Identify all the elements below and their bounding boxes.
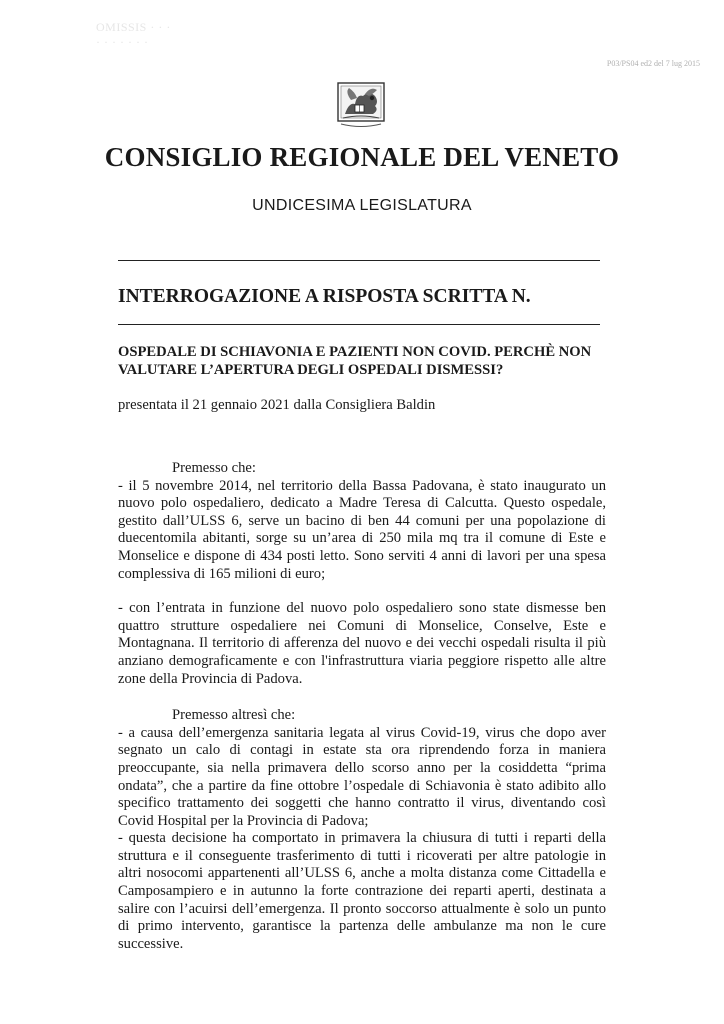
presentation-line: presentata il 21 gennaio 2021 dalla Consigliera Baldin xyxy=(118,397,436,413)
document-code-stamp: P03/PS04 ed2 del 7 lug 2015 xyxy=(606,59,700,68)
divider-top xyxy=(118,260,600,261)
subject-line-2: VALUTARE L’APERTURA DEGLI OSPEDALI DISMESSI? xyxy=(118,362,504,378)
premise-paragraph-1: - il 5 novembre 2014, nel territorio della Bassa Padovana, è stato inaugurato un nuovo polo ospedaliero, dedicato a Madre Teresa di Calcutta. Questo ospedale, gestito dall’ULSS 6, serve un bacino di ben 44 comuni per una popolazione di duecentomila abitanti, sorge su un’area di 250 mila mq tra il comune di Este e Monselice e dispone di 434 posti letto. Sono serviti 4 anni di lavori per una spesa complessiva di 165 milioni di euro; xyxy=(118,477,606,582)
premise-heading: Premesso che: xyxy=(172,460,256,476)
document-subject xyxy=(118,343,604,379)
divider-bottom xyxy=(118,324,600,325)
document-type-title: INTERROGAZIONE A RISPOSTA SCRITTA N. xyxy=(118,286,531,307)
premise-also-heading: Premesso altresì che: xyxy=(172,707,296,724)
protocol-stamp-line-2: · · · · · · · xyxy=(96,35,149,49)
legislature-label: UNDICESIMA LEGISLATURA xyxy=(252,197,472,214)
protocol-stamp-faded xyxy=(96,20,266,50)
premise-also-paragraph-2: - questa decisione ha comportato in primavera la chiusura di tutti i reparti della struttura e il conseguente trasferimento di tutti i ricoverati per altre patologie in altri nosocomi appartenenti all’ULSS 6, anche a molta distanza come Cittadella e Camposampiero e in autunno la forte contrazione dei reparti aperti, destinata a salire con l’acuirsi dell’emergenza. Il pronto soccorso attualmente è solo un punto di primo intervento, garantisce la partenza delle ambulanze ma non le cure successive. xyxy=(118,830,606,952)
document-body xyxy=(118,460,606,953)
premise-paragraph-2: - con l’entrata in funzione del nuovo polo ospedaliero sono state dismesse ben quattro strutture ospedaliere nei Comuni di Monselice, Conselve, Este e Montagnana. Il territorio di afferenza del nuovo e dei vecchi ospedali risulta il più anziano demograficamente e con l'infrastruttura viaria peggiore rispetto alle altre zone della Provincia di Padova. xyxy=(118,600,606,687)
premise-also-paragraph-1: - a causa dell’emergenza sanitaria legata al virus Covid-19, virus che dopo aver segnato un calo di contagi in estate sta ora riprendendo forza in maniera preoccupante, sia nella primavera dello scorso anno per la cosiddetta “prima ondata”, che a partire da fine ottobre l’ospedale di Schiavonia è stato adibito allo specifico trattamento dei soggetti che hanno contratto il virus, diventando così Covid Hospital per la Provincia di Padova; xyxy=(118,724,606,829)
lion-of-saint-mark-emblem-icon xyxy=(335,80,387,130)
protocol-stamp-line-1: OMISSIS · · · xyxy=(96,20,171,34)
subject-line-1: OSPEDALE DI SCHIAVONIA E PAZIENTI NON COVID. PERCHÈ NON xyxy=(118,344,592,360)
council-name: CONSIGLIO REGIONALE DEL VENETO xyxy=(104,142,620,172)
